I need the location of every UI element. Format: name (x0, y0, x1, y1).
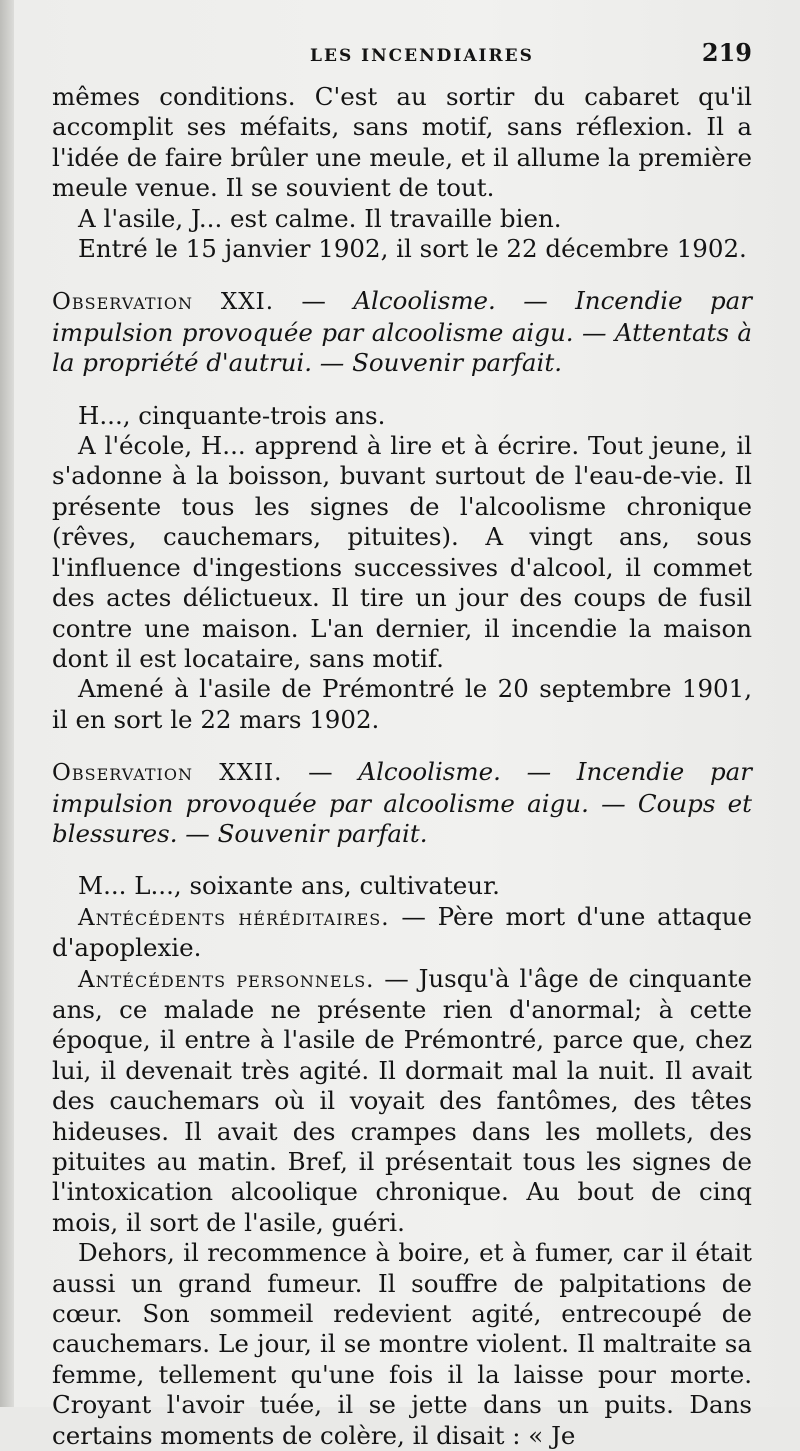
paragraph (52, 902, 752, 964)
observation-title: Alcoolisme. — Incendie par impulsion provoquée par alcoolisme aigu. — Coups et blessures. — Souvenir parfait. (52, 757, 752, 848)
section-label: Antécédents personnels. (78, 966, 375, 993)
observation-heading (52, 757, 752, 849)
observation-label: Observation XXI. (52, 289, 275, 316)
paragraph: Entré le 15 janvier 1902, il sort le 22 décembre 1902. (78, 234, 747, 264)
page-number: 219 (701, 38, 752, 67)
section-label: Antécédents héréditaires. (78, 904, 390, 931)
heading-dash: — (274, 286, 354, 316)
paragraph: Dehors, il recommence à boire, et à fumer, car il était aussi un grand fumeur. Il souffre de palpitations de cœur. Son sommeil redevient agité, entrecoupé de cauchemars. Le jour, il se montre violent. Il maltraite sa femme, tellement qu'une fois il la laisse pour morte. Croyant l'avoir tuée, il se jette dans un puits. Dans certains moments de colère, il disait : « Je (52, 1238, 752, 1450)
body-text (52, 82, 752, 1451)
paragraph: A l'école, H... apprend à lire et à écrire. Tout jeune, il s'adonne à la boisson, buvant surtout de l'eau-de-vie. Il présente tous les signes de l'alcoolisme chronique (rêves, cauchemars, pituites). A vingt ans, sous l'influence d'ingestions successives d'alcool, il commet des actes délictueux. Il tire un jour des coups de fusil contre une maison. L'an dernier, il incendie la maison dont il est locataire, sans motif. (52, 431, 752, 673)
paragraph: A l'asile, J... est calme. Il travaille bien. (78, 203, 562, 233)
paragraph (52, 964, 752, 1239)
paragraph: Amené à l'asile de Prémontré le 20 septembre 1901, il en sort le 22 mars 1902. (52, 674, 752, 734)
paragraph: H..., cinquante-trois ans. (78, 400, 386, 430)
section-text: — Jusqu'à l'âge de cinquante ans, ce malade ne présente rien d'anormal; à cette époque, il entre à l'asile de Prémontré, parce que, chez lui, il devenait très agité. Il dormait mal la nuit. Il avait des cauchemars où il voyait des fantômes, des têtes hideuses. Il avait des crampes dans les mollets, des pituites au matin. Bref, il présentait tous les signes de l'intoxication alcoolique chronique. Au bout de cinq mois, il sort de l'asile, guéri. (52, 963, 753, 1237)
observation-title: Alcoolisme. — Incendie par impulsion provoquée par alcoolisme aigu. — Attentats à la propriété d'autrui. — Souvenir parfait. (52, 286, 752, 378)
section-text: — Père mort d'une attaque d'apoplexie. (52, 901, 752, 963)
page-spine-shadow (0, 0, 14, 1407)
observation-heading (52, 286, 752, 378)
paragraph-continuation: mêmes conditions. C'est au sortir du cabaret qu'il accomplit ses méfaits, sans motif, sans réflexion. Il a l'idée de faire brûler une meule, et il allume la première meule venue. Il se souvient de tout. (52, 82, 752, 203)
running-head (52, 38, 752, 82)
running-title: LES INCENDIAIRES (310, 46, 534, 66)
paragraph: M... L..., soixante ans, cultivateur. (78, 871, 500, 901)
observation-label: Observation XXII. (52, 760, 283, 787)
heading-dash: — (282, 757, 359, 787)
